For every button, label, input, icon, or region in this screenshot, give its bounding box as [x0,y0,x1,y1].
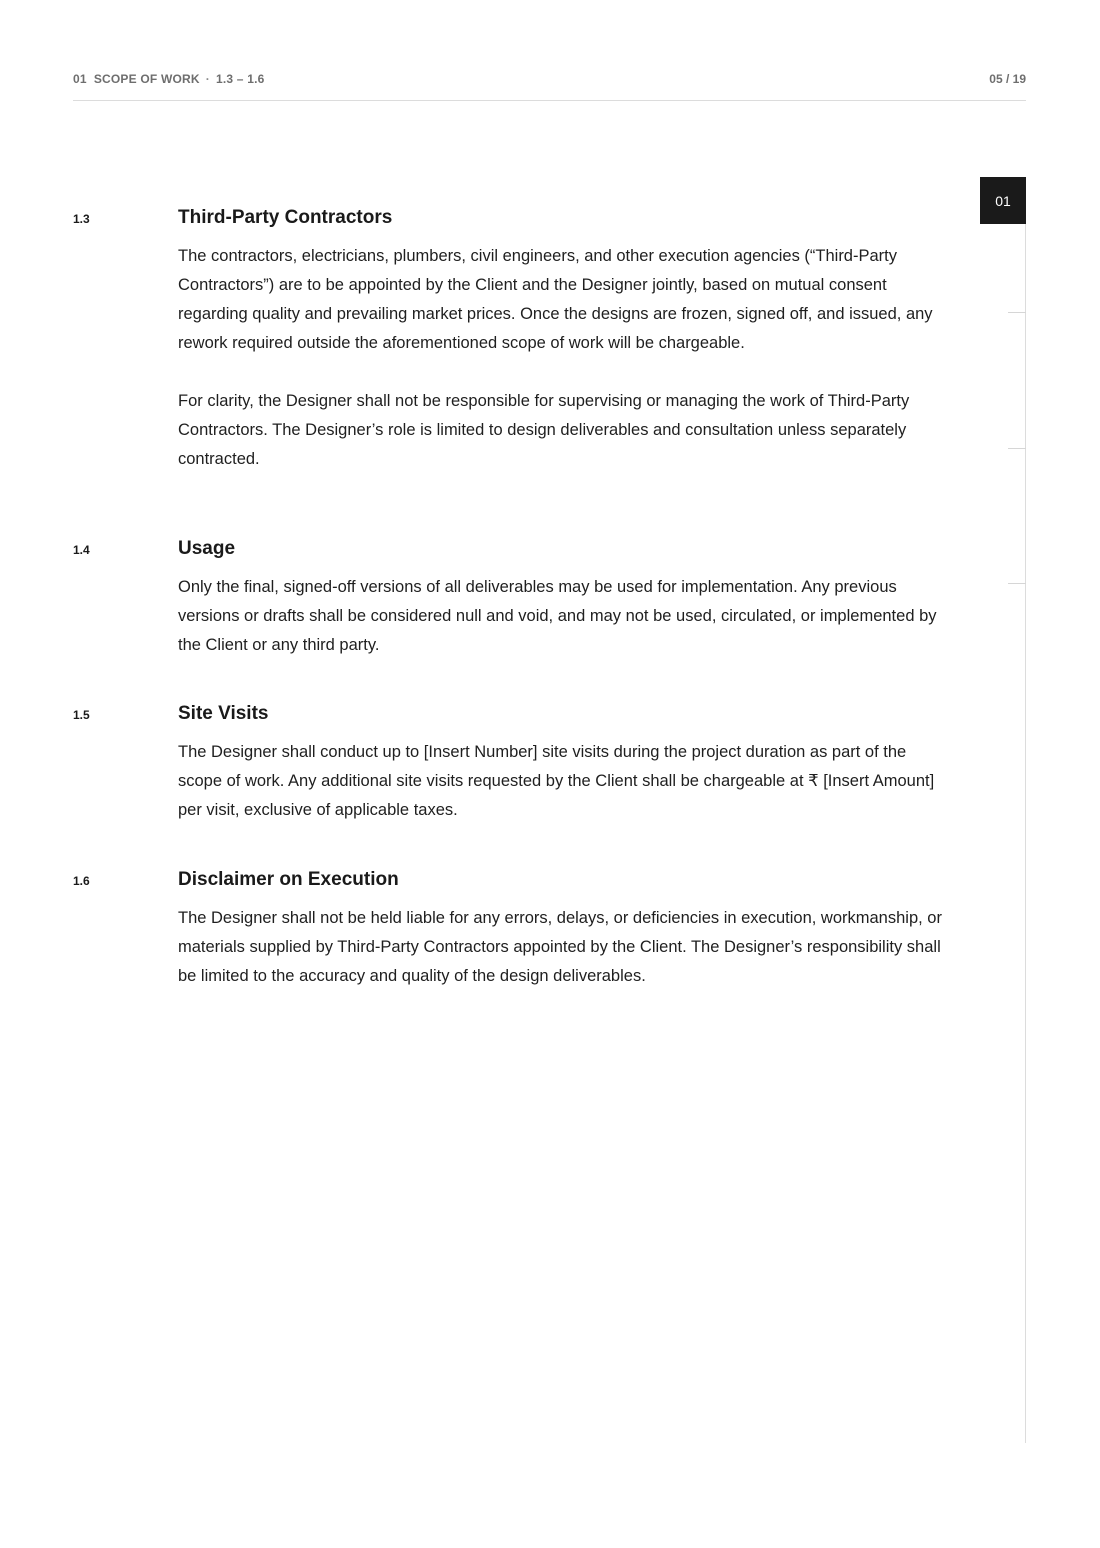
header-range: 1.3 – 1.6 [215,72,265,86]
section-number: 1.5 [73,708,90,722]
section-body [178,738,953,854]
section-title: Third-Party Contractors [178,207,393,228]
section-body [178,573,953,689]
rail-tick [1008,583,1026,584]
chapter-tab[interactable]: 01 [980,177,1026,224]
section-body [178,242,953,503]
section-number: 1.4 [73,543,90,557]
running-header [73,72,1026,101]
header-breadcrumb [73,72,264,86]
paragraph: For clarity, the Designer shall not be responsible for supervising or managing the work of Third-Party Contractors. The Designer’s role is limited to design deliverables and consultation unless separately contracted. [178,392,910,468]
rail-tick [1008,448,1026,449]
section-title: Site Visits [178,703,269,724]
section-number: 1.6 [73,874,90,888]
section-title: Disclaimer on Execution [178,869,399,890]
header-separator: · [205,72,210,86]
header-chapter: 01 [73,72,87,86]
rail-tick [1008,312,1026,313]
section-number: 1.3 [73,212,90,226]
paragraph: Only the final, signed-off versions of all deliverables may be used for implementation. Any previous versions or drafts shall be considered null and void, and may not be used, circulated, or implemented by the Client or any third party. [178,578,937,654]
paragraph: The contractors, electricians, plumbers, civil engineers, and other execution agencies (“Third-Party Contractors”) are to be appointed by the Client and the Designer jointly, based on mutual consent regarding quality and prevailing market prices. Once the designs are frozen, signed off, and issued, any rework required outside the aforementioned scope of work will be chargeable. [178,247,933,352]
section-body [178,904,953,1020]
chapter-rail [1025,224,1026,1443]
paragraph: The Designer shall not be held liable for any errors, delays, or deficiencies in execution, workmanship, or materials supplied by Third-Party Contractors appointed by the Client. The Designer’s responsibility shall be limited to the accuracy and quality of the design deliverables. [178,909,942,985]
section-title: Usage [178,538,236,559]
paragraph: The Designer shall conduct up to [Insert Number] site visits during the project duration as part of the scope of work. Any additional site visits requested by the Client shall be chargeable at ₹ [Insert Amount] per visit, exclusive of applicable taxes. [178,743,935,819]
header-section-name: SCOPE OF WORK [93,72,200,86]
page-number: 05 / 19 [989,72,1026,86]
